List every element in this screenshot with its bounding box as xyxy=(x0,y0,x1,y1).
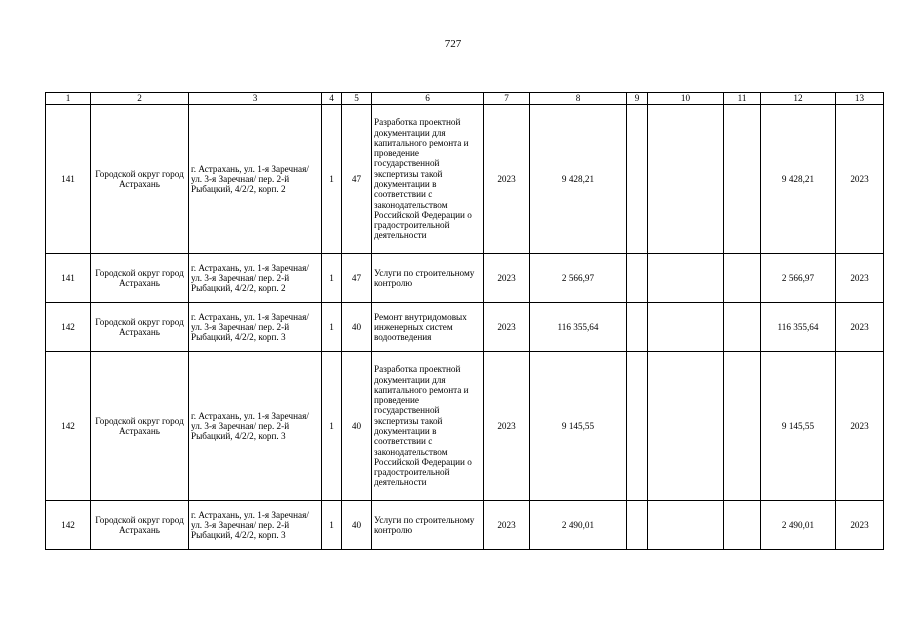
column-header: 11 xyxy=(724,93,761,105)
row-number-cell: 142 xyxy=(46,303,91,352)
col10-cell xyxy=(648,254,724,303)
col5-cell: 47 xyxy=(342,254,372,303)
total-cost-cell: 2 490,01 xyxy=(530,501,627,550)
row-number-cell: 142 xyxy=(46,352,91,501)
year-cell: 2023 xyxy=(484,303,530,352)
column-header: 13 xyxy=(836,93,884,105)
col4-cell: 1 xyxy=(322,501,342,550)
col4-cell: 1 xyxy=(322,352,342,501)
row-number-cell: 141 xyxy=(46,105,91,254)
col5-cell: 40 xyxy=(342,303,372,352)
municipality-cell: Городской округ город Астрахань xyxy=(91,352,189,501)
column-header: 9 xyxy=(627,93,648,105)
year-cell: 2023 xyxy=(484,352,530,501)
col4-cell: 1 xyxy=(322,254,342,303)
column-header: 12 xyxy=(761,93,836,105)
column-header: 2 xyxy=(91,93,189,105)
table-row xyxy=(46,501,884,550)
data-table xyxy=(45,92,884,550)
col11-cell xyxy=(724,254,761,303)
column-header: 4 xyxy=(322,93,342,105)
column-header: 3 xyxy=(189,93,322,105)
column-header: 8 xyxy=(530,93,627,105)
column-header: 7 xyxy=(484,93,530,105)
col4-cell: 1 xyxy=(322,303,342,352)
col11-cell xyxy=(724,303,761,352)
address-cell: г. Астрахань, ул. 1-я Заречная/ ул. 3-я Заречная/ пер. 2-й Рыбацкий, 4/2/2, корп. 3 xyxy=(189,352,322,501)
column-header: 10 xyxy=(648,93,724,105)
col11-cell xyxy=(724,501,761,550)
work-type-cell: Разработка проектной документации для капитального ремонта и проведение государственной экспертизы такой документации в соответствии с законодательством Российской Федерации о градостроительной деятельности xyxy=(372,352,484,501)
column-header: 6 xyxy=(372,93,484,105)
col5-cell: 40 xyxy=(342,352,372,501)
year-cell: 2023 xyxy=(484,105,530,254)
row-number-cell: 142 xyxy=(46,501,91,550)
total-cost-cell: 9 145,55 xyxy=(530,352,627,501)
col9-cell xyxy=(627,254,648,303)
row-number-cell: 141 xyxy=(46,254,91,303)
col12-cell: 116 355,64 xyxy=(761,303,836,352)
col9-cell xyxy=(627,303,648,352)
municipality-cell: Городской округ город Астрахань xyxy=(91,501,189,550)
col10-cell xyxy=(648,105,724,254)
col9-cell xyxy=(627,501,648,550)
col13-cell: 2023 xyxy=(836,501,884,550)
col13-cell: 2023 xyxy=(836,352,884,501)
table-row xyxy=(46,303,884,352)
work-type-cell: Ремонт внутридомовых инженерных систем водоотведения xyxy=(372,303,484,352)
work-type-cell: Услуги по строительному контролю xyxy=(372,501,484,550)
address-cell: г. Астрахань, ул. 1-я Заречная/ ул. 3-я Заречная/ пер. 2-й Рыбацкий, 4/2/2, корп. 2 xyxy=(189,254,322,303)
year-cell: 2023 xyxy=(484,254,530,303)
col12-cell: 9 428,21 xyxy=(761,105,836,254)
page-number: 727 xyxy=(444,38,462,50)
col5-cell: 40 xyxy=(342,501,372,550)
address-cell: г. Астрахань, ул. 1-я Заречная/ ул. 3-я Заречная/ пер. 2-й Рыбацкий, 4/2/2, корп. 3 xyxy=(189,303,322,352)
column-header: 1 xyxy=(46,93,91,105)
col10-cell xyxy=(648,303,724,352)
work-type-cell: Разработка проектной документации для капитального ремонта и проведение государственной экспертизы такой документации в соответствии с законодательством Российской Федерации о градостроительной деятельности xyxy=(372,105,484,254)
col12-cell: 9 145,55 xyxy=(761,352,836,501)
address-cell: г. Астрахань, ул. 1-я Заречная/ ул. 3-я Заречная/ пер. 2-й Рыбацкий, 4/2/2, корп. 3 xyxy=(189,501,322,550)
table-header-row xyxy=(46,93,884,105)
year-cell: 2023 xyxy=(484,501,530,550)
work-type-cell: Услуги по строительному контролю xyxy=(372,254,484,303)
col12-cell: 2 490,01 xyxy=(761,501,836,550)
municipality-cell: Городской округ город Астрахань xyxy=(91,254,189,303)
total-cost-cell: 9 428,21 xyxy=(530,105,627,254)
table-row xyxy=(46,254,884,303)
col10-cell xyxy=(648,352,724,501)
total-cost-cell: 2 566,97 xyxy=(530,254,627,303)
col11-cell xyxy=(724,352,761,501)
column-header: 5 xyxy=(342,93,372,105)
col9-cell xyxy=(627,352,648,501)
col4-cell: 1 xyxy=(322,105,342,254)
address-cell: г. Астрахань, ул. 1-я Заречная/ ул. 3-я Заречная/ пер. 2-й Рыбацкий, 4/2/2, корп. 2 xyxy=(189,105,322,254)
col13-cell: 2023 xyxy=(836,254,884,303)
table-row xyxy=(46,105,884,254)
col13-cell: 2023 xyxy=(836,303,884,352)
municipality-cell: Городской округ город Астрахань xyxy=(91,105,189,254)
col9-cell xyxy=(627,105,648,254)
col11-cell xyxy=(724,105,761,254)
col13-cell: 2023 xyxy=(836,105,884,254)
col12-cell: 2 566,97 xyxy=(761,254,836,303)
col10-cell xyxy=(648,501,724,550)
table-row xyxy=(46,352,884,501)
total-cost-cell: 116 355,64 xyxy=(530,303,627,352)
col5-cell: 47 xyxy=(342,105,372,254)
municipality-cell: Городской округ город Астрахань xyxy=(91,303,189,352)
